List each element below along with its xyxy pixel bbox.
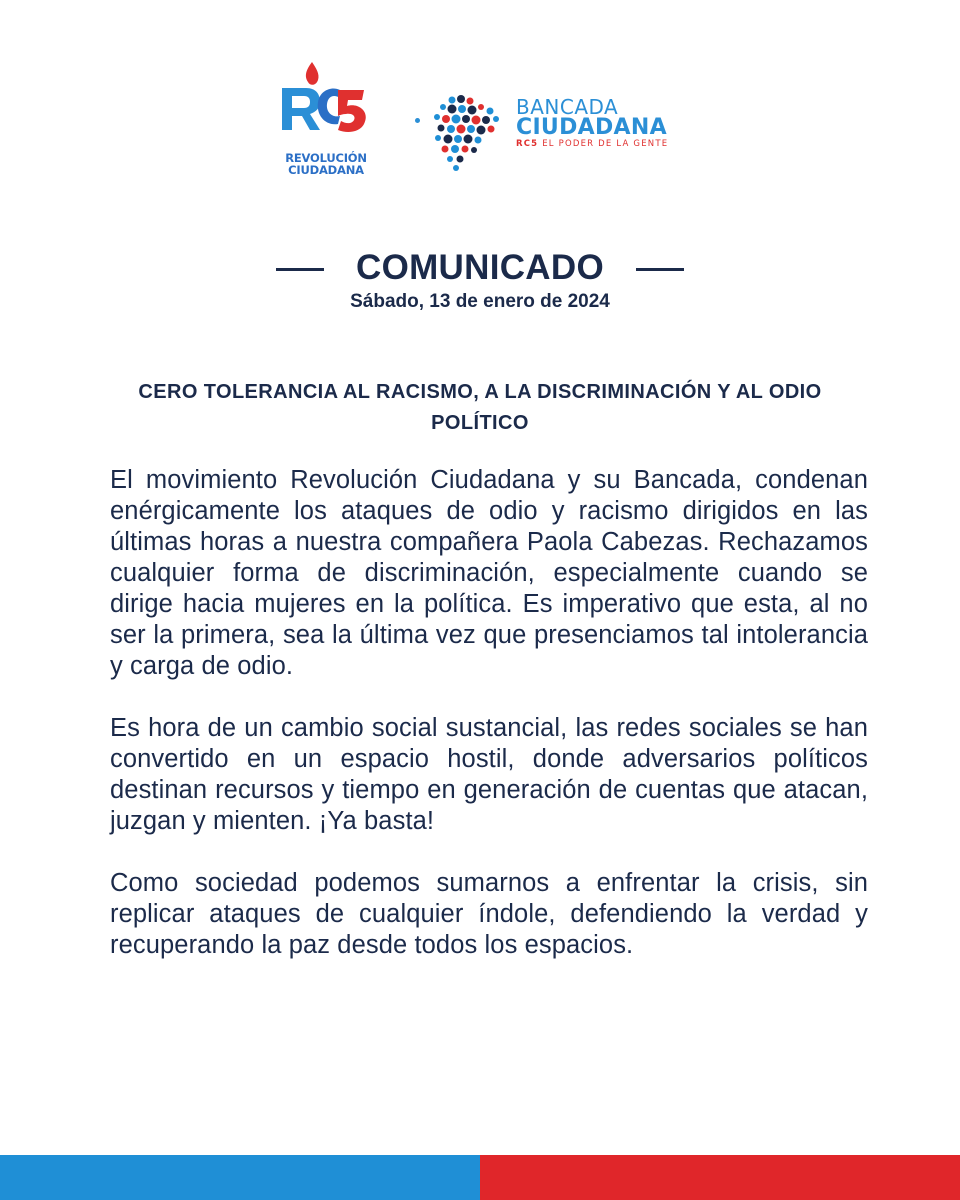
- bancada-tagline: [516, 139, 668, 149]
- bancada-tag-text: EL PODER DE LA GENTE: [538, 139, 669, 149]
- statement-body: [110, 465, 868, 992]
- rc5-mark-icon: [276, 60, 376, 152]
- rc5-name-line2: CIUDADANA: [288, 163, 364, 177]
- dotted-ecuador-map-icon: [430, 92, 514, 174]
- footer-bar-blue: [0, 1155, 480, 1200]
- body-paragraph-1: El movimiento Revolución Ciudadana y su Bancada, condenan enérgicamente los ataques de odio y racismo dirigidos en las últimas horas a nuestra compañera Paola Cabezas. Rechazamos cualquier forma de discriminación, especialmente cuando se dirige hacia mujeres en la política. Es imperativo que esta, al no ser la primera, sea la última vez que presenciamos tal intolerancia y carga de odio.: [110, 466, 868, 680]
- statement-subtitle: CERO TOLERANCIA AL RACISMO, A LA DISCRIMINACIÓN Y AL ODIO POLÍTICO: [138, 381, 822, 434]
- body-paragraph-2: Es hora de un cambio social sustancial, las redes sociales se han convertido en un espacio hostil, donde adversarios políticos destinan recursos y tiempo en generación de cuentas que atacan, juzgan y mienten. ¡Ya basta!: [110, 714, 868, 835]
- footer-bar-red: [480, 1155, 960, 1200]
- logo-separator-dot: [415, 118, 420, 123]
- bancada-tag-mark: RC5: [516, 139, 539, 149]
- footer-color-bar: [0, 1155, 960, 1200]
- publication-date: Sábado, 13 de enero de 2024: [350, 291, 610, 312]
- bancada-ciudadana-logo: [430, 92, 680, 174]
- heading-rule-left: [276, 268, 324, 271]
- rc5-logo: [276, 60, 376, 178]
- heading-rule-right: [636, 268, 684, 271]
- page-title: COMUNICADO: [356, 248, 604, 287]
- heading-row: [0, 248, 960, 288]
- rc5-name-line1: REVOLUCIÓN: [285, 151, 367, 165]
- bancada-line2: CIUDADANA: [516, 115, 667, 140]
- body-paragraph-3: Como sociedad podemos sumarnos a enfrentar la crisis, sin replicar ataques de cualquier índole, defendiendo la verdad y recuperando la paz desde todos los espacios.: [110, 869, 868, 959]
- bancada-line1: BANCADA: [516, 95, 619, 119]
- flame-icon: [306, 62, 319, 85]
